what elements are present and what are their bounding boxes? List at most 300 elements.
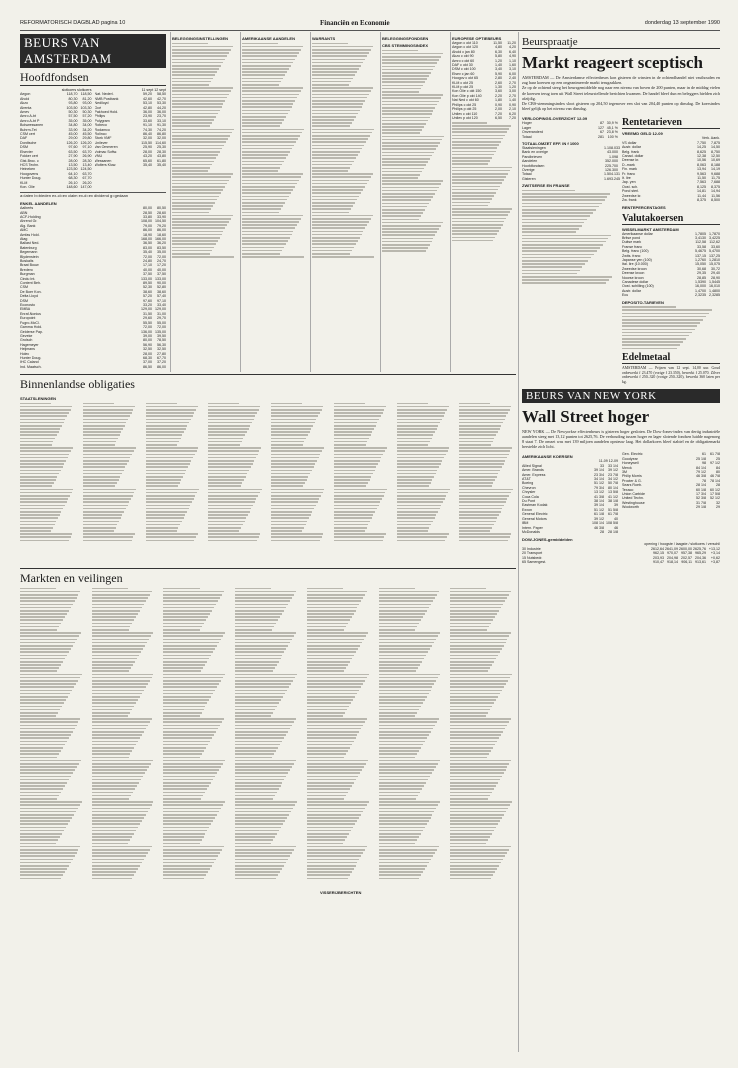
illegible-line [312,129,374,131]
illegible-line [450,766,507,768]
illegible-line [242,237,290,239]
illegible-line [163,776,214,778]
illegible-line [307,623,348,625]
illegible-line [312,55,367,57]
cell-value: 26,90 [82,154,92,159]
illegible-line [163,712,201,714]
illegible-line [92,808,150,810]
cell-value: 112,58 [695,240,706,245]
cell-value: 72,00 [143,254,152,259]
illegible-line [452,154,494,156]
illegible-line [271,498,319,500]
header-center: Financiën en Economie [320,19,390,27]
cell-name: Hagemeyer [20,342,39,347]
beleggingsfondsen-heading: BELEGGINGSFONDSEN [382,36,429,41]
cell-name: Fugro-McCl. [20,320,40,325]
illegible-line [312,186,365,188]
illegible-line [452,182,502,184]
illegible-line [20,852,77,854]
illegible-line [235,718,295,720]
cell-name: Overige [522,168,535,173]
illegible-line [450,658,495,660]
illegible-line [163,690,215,692]
illegible-line [382,69,433,71]
illegible-line [242,205,283,207]
illegible-line [271,536,322,538]
illegible-line [334,524,369,526]
cell-value: 97,60 [68,145,78,150]
illegible-line [312,247,354,249]
illegible-line [235,728,290,730]
illegible-line [172,71,217,73]
illegible-line [83,473,122,475]
illegible-line [172,205,213,207]
illegible-line [20,588,56,590]
illegible-line [382,136,444,138]
amer-left [522,452,618,534]
cell-name: Deense kroon [622,271,645,276]
illegible-line [242,189,293,191]
illegible-line [382,145,438,147]
illegible-line [235,731,288,733]
illegible-line [450,776,501,778]
illegible-line [235,766,292,768]
cell-name: Elsevier [20,149,33,154]
illegible-line [172,164,212,166]
cell-value: 45,50 [82,132,92,137]
cell-name: De Boer Kon. [20,289,42,294]
illegible-line [242,94,299,96]
illegible-line [83,536,134,538]
illegible-line [307,728,362,730]
illegible-line [242,103,293,105]
illegible-line [379,588,415,590]
cell-value: 118,50 [80,92,92,97]
cell-value: 2625,76 [693,546,706,551]
illegible-line [379,731,432,733]
illegible-line [20,718,80,720]
cell-name: DSM [20,145,28,150]
illegible-line [307,782,354,784]
illegible-line [397,517,435,519]
illegible-line [92,715,128,717]
illegible-line [20,632,81,634]
illegible-line [379,798,416,800]
cell-name: Content Beh. [20,281,41,286]
cell-value: 12,38 [697,154,706,159]
illegible-line [382,120,428,122]
cell-value: 33,90 [157,214,166,219]
illegible-line [163,731,216,733]
illegible-line [172,224,227,226]
illegible-line [379,591,439,593]
illegible-line [208,441,241,443]
cell-value: 72,00 [157,325,166,330]
illegible-line [242,68,289,70]
illegible-line [334,533,386,535]
cell-value: 11,20 [507,41,516,45]
illegible-line [452,160,490,162]
cell-value: 8,375 [697,198,706,203]
illegible-line [312,106,362,108]
cell-value: 126.300 [605,168,618,173]
illegible-line [312,250,352,252]
illegible-line [20,431,59,433]
illegible-line [307,661,350,663]
illegible-line [312,138,368,140]
illegible-line [622,335,689,337]
enkel-heading: ENKEL AANDELEN [20,201,57,207]
illegible-line [307,808,365,810]
illegible-line [397,470,438,472]
cell-name: Belg. frank [622,149,640,154]
cell-name: 30 Industrie [522,546,541,551]
illegible-line [307,878,348,880]
illegible-line [92,588,128,590]
illegible-line [379,868,426,870]
illegible-line [163,811,219,813]
illegible-line [20,415,67,417]
illegible-line [146,527,179,529]
illegible-line [379,619,422,621]
illegible-line [459,517,497,519]
cell-name: Robeco [94,123,107,128]
cell-value: 46 3/8 [594,525,604,530]
illegible-line [382,247,428,249]
cell-name: Unilever [94,140,108,145]
illegible-line [235,629,272,631]
illegible-line [146,530,177,532]
cell-value: 39 1/4 [594,468,604,473]
cell-value: 3,10 [509,67,516,72]
illegible-line [379,607,430,609]
illegible-line [92,766,149,768]
illegible-line [20,750,61,752]
illegible-line [20,744,65,746]
illegible-line [459,485,491,487]
illegible-line [452,211,510,213]
illegible-line [450,827,496,829]
illegible-line [307,718,367,720]
cell-name: Oost. sch. [622,184,639,189]
amer-table-1 [522,464,618,535]
illegible-line [163,696,211,698]
illegible-line [20,639,77,641]
illegible-line [522,241,606,243]
illegible-line [163,830,207,832]
cell-name: Akzo [20,101,28,106]
illegible-line [163,616,208,618]
edelmetaal-heading: Edelmetaal [622,352,720,364]
illegible-line [172,208,211,210]
cell-value: 6,30 [495,49,502,54]
illegible-line [163,680,221,682]
cell-value: 28 [716,483,720,488]
illegible-line [163,801,225,803]
cell-value: 97,10 [157,298,166,303]
verloop-heading: VERLOOPINGS-OVERZICHT 12-09 [522,116,588,122]
illegible-line [20,645,73,647]
illegible-line [271,447,324,449]
illegible-line [235,811,291,813]
illegible-line [235,667,274,669]
cell-name: Alg. Bank [20,223,36,228]
illegible-line [92,830,136,832]
cell-name: Ind. Maatsch. [20,364,42,369]
cell-value: 52 3/8 [696,496,706,501]
illegible-line [92,670,129,672]
cell-value: 25,30 [157,145,166,150]
illegible-line [382,132,420,134]
cell-value: 84 [716,465,720,470]
illegible-line [379,750,420,752]
illegible-line [83,508,126,510]
illegible-line [382,139,442,141]
illegible-line [172,103,223,105]
illegible-line [382,94,443,96]
cell-name: Amro c okt 60 [452,58,475,63]
illegible-line [172,256,234,258]
illegible-line [83,422,127,424]
cell-name: Union Carbide [622,492,645,497]
illegible-line [83,412,132,414]
illegible-line [452,186,500,188]
illegible-line [334,476,371,478]
illegible-line [242,148,292,150]
illegible-line [172,250,212,252]
cell-value: 9,688 [711,171,720,176]
illegible-line [312,157,356,159]
illegible-line [146,536,197,538]
illegible-line [20,655,67,657]
illegible-line [20,772,73,774]
illegible-line [242,125,280,127]
illegible-line [334,536,385,538]
illegible-line [20,855,75,857]
cell-value: 35,40 [157,162,166,167]
cell-value: 913,61 [695,559,706,564]
illegible-line [459,444,491,446]
cell-name: Ahold c jan 80 [452,49,475,54]
illegible-line [452,179,504,181]
illegible-line [271,441,304,443]
cell-name: Amer. Express [522,472,546,477]
illegible-line [379,769,434,771]
cell-value: 7,750 [697,140,706,145]
illegible-line [242,170,278,172]
illegible-line [92,718,152,720]
illegible-line [172,247,214,249]
illegible-line [379,718,439,720]
illegible-line [20,734,71,736]
illegible-line [235,715,271,717]
illegible-line [92,725,149,727]
illegible-line [92,865,141,867]
illegible-line [379,871,424,873]
cell-value: 31,50 [143,311,152,316]
cell-value: 36,00 [143,110,152,115]
rate-row [622,198,720,202]
illegible-line [522,231,576,233]
cell-name: Canadese dollar [622,279,649,284]
illegible-line [242,138,298,140]
illegible-line [92,661,135,663]
illegible-line [379,862,430,864]
illegible-line [271,431,310,433]
illegible-line [382,88,421,90]
illegible-line [20,616,65,618]
cell-name: ACF-Holding [20,214,41,219]
illegible-line [235,670,272,672]
illegible-line [379,664,420,666]
cell-value: 8,125 [697,184,706,189]
dowjones-table [522,547,720,565]
cell-value: 225.700 [605,163,618,168]
illegible-line [235,855,290,857]
illegible-line [450,642,505,644]
illegible-line [397,533,449,535]
illegible-line [163,604,216,606]
illegible-line [20,540,69,542]
cell-value: 83,50 [157,245,166,250]
illegible-line [334,482,368,484]
illegible-line [242,74,285,76]
illegible-line [20,473,59,475]
illegible-line [20,766,77,768]
illegible-line [92,635,151,637]
illegible-line [20,830,64,832]
markten-column [379,586,445,881]
illegible-line [379,616,424,618]
illegible-line [163,804,223,806]
illegible-line [379,836,419,838]
illegible-line [379,712,417,714]
illegible-line [92,600,147,602]
illegible-line [307,779,356,781]
illegible-line [92,629,129,631]
stock-row [20,185,92,189]
cell-value: 126,20 [66,140,78,145]
cell-value: 6,50 [495,115,502,120]
cell-name: 65 Samengest. [522,559,547,564]
illegible-line [307,760,368,762]
illegible-line [20,463,64,465]
cell-value: 6,00 [509,71,516,76]
illegible-line [312,135,370,137]
markten-column [450,586,516,881]
illegible-line [459,425,501,427]
illegible-line [382,193,435,195]
illegible-line [379,792,420,794]
illegible-line [20,658,65,660]
cell-value: 35,00 [68,118,78,123]
illegible-line [172,116,216,118]
illegible-line [208,431,247,433]
illegible-line [163,795,202,797]
illegible-line [235,874,278,876]
cell-name: Boeing [522,481,534,486]
right-column [522,34,720,1044]
cell-value: 67,70 [157,355,166,360]
illegible-line [235,839,273,841]
illegible-line [382,97,441,99]
illegible-line [307,776,358,778]
illegible-line [92,632,153,634]
illegible-line [83,524,118,526]
cell-value: 78 [702,478,706,483]
illegible-line [522,263,585,265]
illegible-line [83,511,124,513]
obligaties-column [271,401,328,543]
illegible-line [452,230,499,232]
illegible-line [235,747,278,749]
article-body-1: Ze op de ochtend steeg het beursgemiddelde nog naar een niveau van boven de 200 punten, maar in de middag vielen de koersen terug toen uit Wall Street teleurstellende berichten kwamen. De handel bleef dun en beleggers hielden zich afzijdig. [522,85,720,101]
cell-name: Deense kr. [622,158,640,163]
illegible-line [242,176,301,178]
illegible-line [172,148,222,150]
illegible-line [307,648,358,650]
cell-value: 41 3/8 [594,494,604,499]
cell-value: 60 1/8 [696,487,706,492]
illegible-line [379,677,439,679]
illegible-line [172,243,216,245]
amer-heading: AMERIKAANSE KOERSEN [522,454,573,460]
illegible-line [20,706,62,708]
illegible-line [379,651,428,653]
illegible-line [172,43,208,45]
cell-value: 28,85 [697,275,706,280]
illegible-line [92,616,137,618]
illegible-line [379,728,434,730]
cell-name: Chrysler [522,490,536,495]
illegible-line [450,670,487,672]
illegible-line [83,431,122,433]
illegible-line [235,721,293,723]
illegible-line [172,55,227,57]
illegible-line [163,868,210,870]
illegible-line [92,639,149,641]
illegible-line [92,804,152,806]
cell-value: 29 1/8 [696,505,706,510]
illegible-line [20,731,73,733]
cell-name: Canad. dollar [622,154,644,159]
illegible-line [271,505,316,507]
illegible-line [20,419,65,421]
illegible-line [163,808,221,810]
illegible-line [92,642,147,644]
illegible-line [242,180,299,182]
illegible-line [379,613,426,615]
illegible-line [307,843,343,845]
cell-value: 28,30 [157,149,166,154]
cell-value: 93,80 [68,101,78,106]
cell-value: 148,60 [66,184,78,189]
illegible-line [235,610,284,612]
cell-name: Dordtsche [20,140,37,145]
illegible-line [307,607,358,609]
illegible-line [172,218,231,220]
illegible-line [20,454,69,456]
illegible-line [20,846,80,848]
illegible-line [450,604,503,606]
illegible-line [235,686,289,688]
cell-value: 104,50 [155,219,166,224]
cell-value: 147,00 [80,184,92,189]
illegible-line [20,524,55,526]
illegible-line [163,667,202,669]
cell-name: Bank en overige [522,150,548,155]
illegible-line [452,218,506,220]
